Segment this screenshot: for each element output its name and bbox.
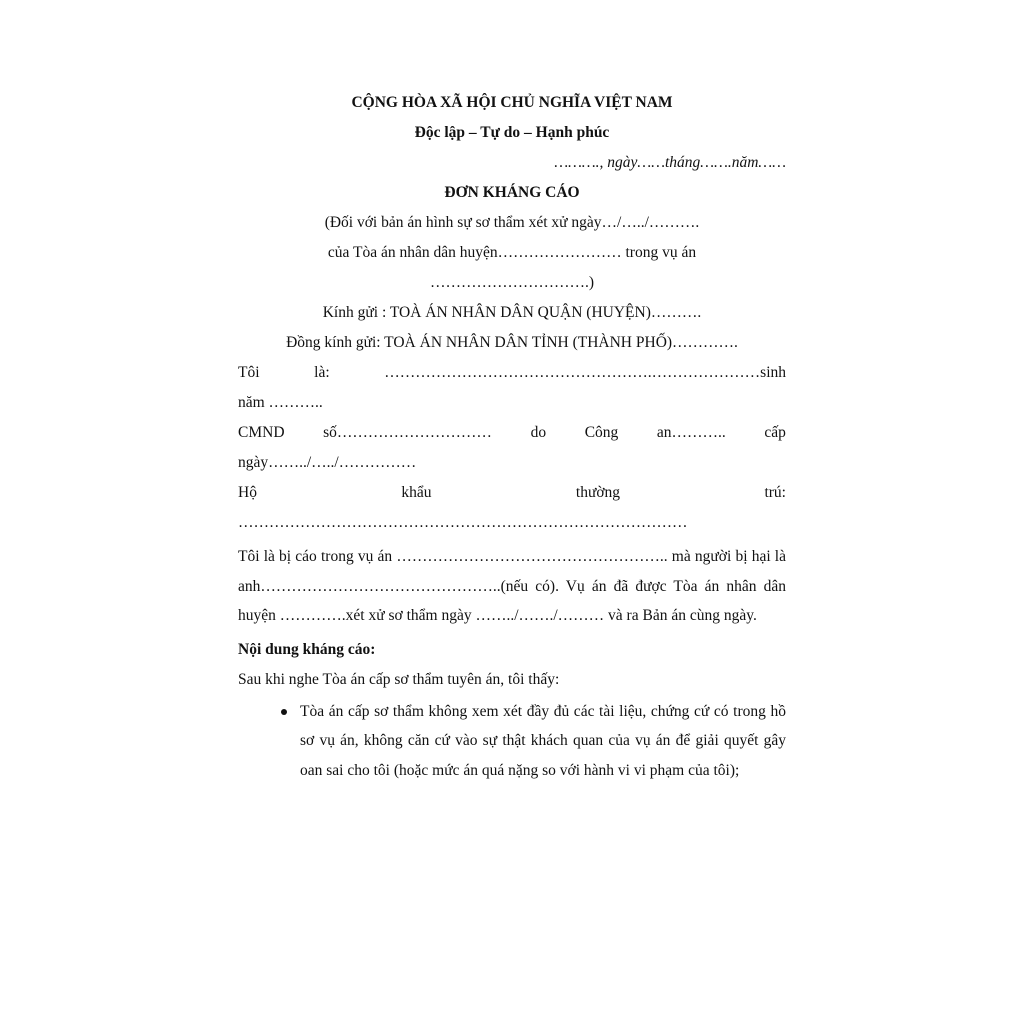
bullet-item [238, 697, 786, 786]
name-word: Tôi [238, 364, 260, 381]
motto: Độc lập – Tự do – Hạnh phúc [414, 124, 610, 141]
addressee: Kính gửi : TOÀ ÁN NHÂN DÂN QUẬN (HUYỆN)………. [322, 304, 702, 321]
id-word: an……….. [656, 424, 726, 441]
id-word: do [530, 424, 547, 441]
subtitle-line-1: (Đối với bản án hình sự sơ thẩm xét xử ngày…/…../………. [324, 214, 700, 231]
id-word: CMND [238, 424, 285, 441]
appeal-intro: Sau khi nghe Tòa án cấp sơ thẩm tuyên án, tôi thấy: [238, 670, 560, 688]
id-date-line: ngày……../…../…………… [238, 454, 417, 471]
id-word: cấp [764, 424, 786, 441]
cc-addressee: Đồng kính gửi: TOÀ ÁN NHÂN DÂN TỈNH (THÀNH PHỐ)…………. [286, 334, 738, 351]
residence-word: trú: [764, 484, 786, 501]
bullet-text: Tòa án cấp sơ thẩm không xem xét đầy đủ các tài liệu, chứng cứ có trong hồ sơ vụ án, không căn cứ vào sự thật khách quan của vụ án để giải quyết gây oan sai cho tôi (hoặc mức án quá nặng so với hành vi vi phạm của tôi); [300, 702, 786, 779]
birth-year-line: năm ……….. [238, 394, 323, 411]
form-title: ĐƠN KHÁNG CÁO [444, 184, 580, 201]
case-paragraph: Tôi là bị cáo trong vụ án …………………………………………….. mà người bị hại là anh………………………………………..(nếu có). Vụ án đã được Tòa án nhân dân huyện ………….xét xử sơ thẩm ngày ……../……./……… và ra Bản án cùng ngày. [238, 548, 786, 624]
appeal-heading: Nội dung kháng cáo: [238, 640, 376, 658]
id-word: số………………………… [323, 424, 492, 441]
name-field-line [238, 358, 786, 388]
residence-field-line [238, 478, 786, 508]
bullet-dot-icon [281, 709, 287, 715]
id-field-line [238, 418, 786, 448]
id-word: Công [584, 424, 619, 441]
residence-value-line: …………………………………………………………………………… [238, 514, 688, 531]
name-word: là: [314, 364, 330, 381]
national-title: CỘNG HÒA XÃ HỘI CHỦ NGHĨA VIỆT NAM [351, 94, 673, 111]
name-word: …………………………………………….…………………sinh [384, 364, 786, 381]
document-body [238, 88, 786, 785]
subtitle-line-3: ………………………….) [429, 274, 595, 291]
residence-word: Hộ [238, 484, 257, 501]
date-line: ………., ngày……tháng…….năm…… [554, 154, 786, 171]
subtitle-line-2: của Tòa án nhân dân huyện…………………… trong vụ án [327, 244, 697, 261]
residence-word: khẩu [401, 484, 432, 501]
residence-word: thường [575, 484, 621, 501]
